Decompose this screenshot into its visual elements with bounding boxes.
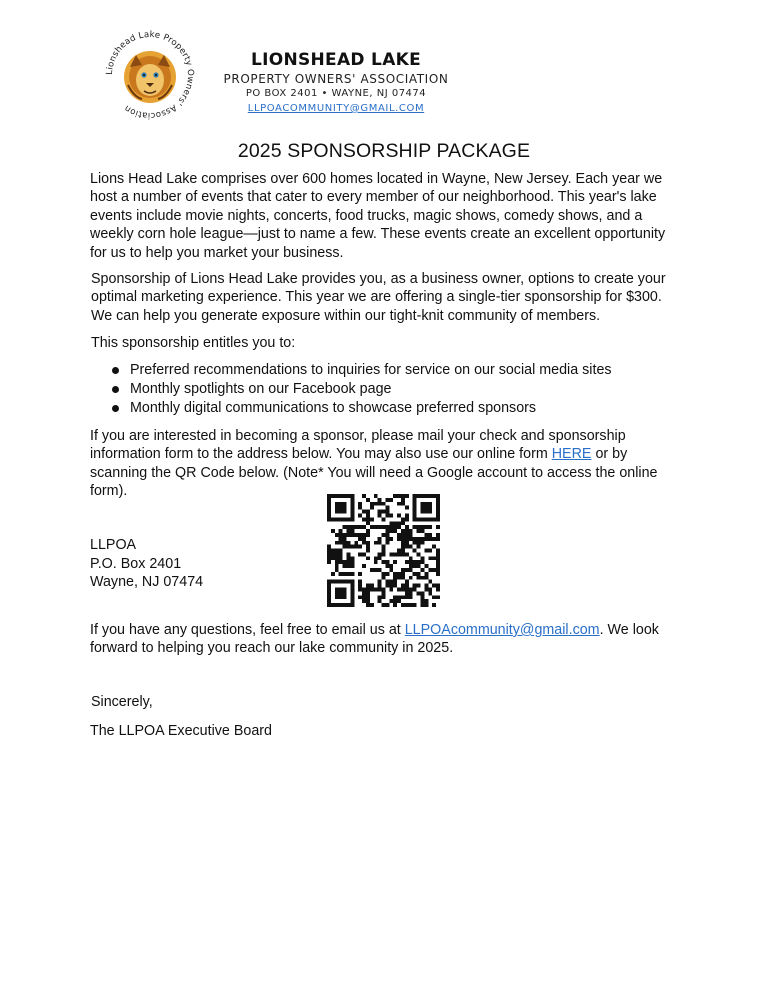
association-address: PO BOX 2401 • WAYNE, NJ 07474 — [245, 88, 427, 99]
list-item: Monthly digital communications to showcase preferred sponsors — [112, 399, 672, 418]
address-line-box: P.O. Box 2401 — [90, 555, 182, 572]
signature-line: The LLPOA Executive Board — [90, 723, 272, 739]
entitles-intro: This sponsorship entitles you to: — [91, 335, 296, 351]
letterhead — [206, 50, 466, 116]
lion-icon — [124, 51, 176, 103]
questions-paragraph: If you have any questions, feel free to email us at LLPOAcommunity@gmail.com. We look forward to helping you reach our lake community in 2025. — [90, 622, 659, 657]
page-title: 2025 SPONSORSHIP PACKAGE — [237, 140, 531, 162]
association-email-link[interactable]: LLPOACOMMUNITY@GMAIL.COM — [247, 103, 425, 114]
bullet-icon — [112, 386, 119, 393]
association-name: LIONSHEAD LAKE — [250, 50, 422, 70]
association-subtitle: PROPERTY OWNERS' ASSOCIATION — [223, 72, 449, 86]
intro-paragraph: Lions Head Lake comprises over 600 homes located in Wayne, New Jersey. Each year we host a number of events that cater to every member of our neighborhood. This year's lake events include movie nights, concerts, food trucks, magic shows, comedy shows, and a weekly corn hole league—just to name a few. These events create an excellent opportunity for us to help you market your business. — [90, 171, 666, 261]
svg-text:Lionshead Lake Property Owners: Lionshead Lake Property Owners' Association — [104, 29, 196, 121]
list-item: Monthly spotlights on our Facebook page — [112, 380, 672, 399]
interest-paragraph: If you are interested in becoming a sponsor, please mail your check and sponsorship information form to the address below. You may also use our online form HERE or by scanning the QR Code below. (Note* You will need a Google account to access the online form). — [90, 428, 658, 500]
address-line-city: Wayne, NJ 07474 — [90, 574, 204, 591]
list-item: Preferred recommendations to inquiries for service on our social media sites — [112, 361, 672, 380]
sponsorship-paragraph: Sponsorship of Lions Head Lake provides you, as a business owner, options to create your optimal marketing experience. This year we are offering a single-tier sponsorship for $300. We can help you generate exposure within our tight-knit community of members. — [91, 271, 666, 324]
mailing-address — [90, 536, 203, 592]
contact-email-link[interactable]: LLPOAcommunity@gmail.com — [404, 622, 600, 638]
qr-code[interactable] — [327, 494, 440, 607]
bullet-icon — [112, 405, 119, 412]
closing-salutation: Sincerely, — [91, 694, 153, 710]
benefits-list — [112, 361, 672, 418]
association-seal-logo — [100, 25, 200, 125]
online-form-link[interactable]: HERE — [551, 446, 592, 463]
bullet-icon — [112, 367, 119, 374]
address-line-org: LLPOA — [90, 537, 137, 553]
